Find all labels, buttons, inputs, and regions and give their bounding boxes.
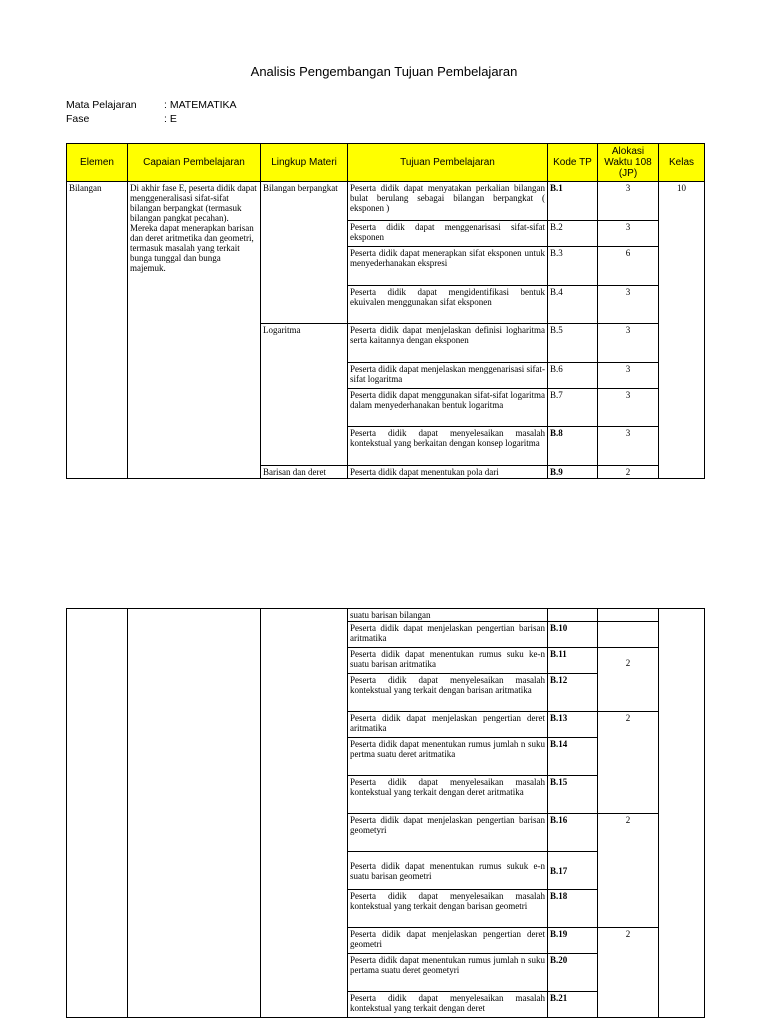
header-kode: Kode TP [548,144,598,182]
header-tujuan: Tujuan Pembelajaran [348,144,548,182]
meta-phase-value: : E [164,113,177,125]
jp-value: 3 [598,324,659,363]
kode-tp: B.18 [548,890,598,928]
kode-tp: B.7 [548,389,598,427]
kode-tp: B.3 [548,247,598,286]
kode-tp [548,609,598,622]
kelas-cell: 10 [659,182,705,479]
tp-text: Peserta didik dapat menggunakan sifat-sifat logaritma dalam menyederhanakan bentuk logaritma [348,389,548,427]
header-capaian: Capaian Pembelajaran [128,144,261,182]
kode-tp: B.9 [548,466,598,479]
kelas-cell-continued [659,609,705,1018]
jp-value: 2 [598,928,659,1018]
kode-tp: B.2 [548,221,598,247]
kode-tp: B.15 [548,776,598,814]
kode-tp: B.8 [548,427,598,466]
tp-text: Peserta didik dapat menyelesaikan masalah kontekstual yang terkait dengan deret aritmatika [348,776,548,814]
document-title: Analisis Pengembangan Tujuan Pembelajaran [250,64,518,79]
kode-tp: B.17 [548,852,598,890]
kode-tp: B.14 [548,738,598,776]
kode-tp: B.4 [548,286,598,324]
jp-value: 2 [598,814,659,928]
jp-value: 3 [598,363,659,389]
jp-value: 3 [598,389,659,427]
tp-text: Peserta didik dapat menentukan rumus jumlah n suku pertma suatu deret aritmatika [348,738,548,776]
tp-text: Peserta didik dapat menyelesaikan masalah kontekstual yang terkait dengan barisan aritmatika [348,674,548,712]
tp-text: Peserta didik dapat menentukan rumus suku ke-n suatu barisan aritmatika [348,648,548,674]
kode-tp: B.20 [548,954,598,992]
jp-value: 2 [598,648,659,712]
tp-text: Peserta didik dapat menjelaskan pengertian barisan geometyri [348,814,548,852]
kode-tp: B.10 [548,622,598,648]
tp-text: Peserta didik dapat menentukan pola dari [348,466,548,479]
tp-text: Peserta didik dapat menjelaskan pengertian deret aritmatika [348,712,548,738]
tp-text: Peserta didik dapat menyelesaikan masalah kontekstual yang berkaitan dengan konsep logaritma [348,427,548,466]
tp-text: Peserta didik dapat menerapkan sifat eksponen untuk menyederhanakan ekspresi [348,247,548,286]
jp-value: 3 [598,427,659,466]
header-elemen: Elemen [67,144,128,182]
lingkup-cell: Bilangan berpangkat [261,182,348,324]
tp-text: Peserta didik dapat menggenarisasi sifat-sifat eksponen [348,221,548,247]
jp-value: 3 [598,221,659,247]
jp-value: 2 [598,712,659,814]
lingkup-cell: Logaritma [261,324,348,466]
jp-value: 3 [598,286,659,324]
meta-subject-label: Mata Pelajaran [66,99,137,111]
tp-text: Peserta didik dapat menjelaskan menggenarisasi sifat-sifat logaritma [348,363,548,389]
lingkup-cell: Barisan dan deret [261,466,348,479]
meta-phase [66,113,177,125]
meta-subject-value: : MATEMATIKA [164,99,237,111]
kode-tp: B.1 [548,182,598,221]
tp-text: Peserta didik dapat menentukan rumus jumlah n suku pertama suatu deret geometyri [348,954,548,992]
tp-text: Peserta didik dapat menyatakan perkalian bilangan bulat berulang sebagai bilangan berpangkat ( eksponen ) [348,182,548,221]
kode-tp: B.13 [548,712,598,738]
tp-text: Peserta didik dapat menyelesaikan masalah kontekstual yang terkait dengan deret [348,992,548,1018]
kode-tp: B.11 [548,648,598,674]
meta-subject [66,99,237,111]
tp-text: Peserta didik dapat menyelesaikan masalah kontekstual yang terkait dengan barisan geometri [348,890,548,928]
tp-text: Peserta didik dapat menjelaskan definisi logharitma serta kaitannya dengan eksponen [348,324,548,363]
meta-phase-label: Fase [66,113,90,125]
tp-text: suatu barisan bilangan [348,609,548,622]
header-kelas: Kelas [659,144,705,182]
jp-value: 6 [598,247,659,286]
tp-text: Peserta didik dapat menentukan rumus sukuk e-n suatu barisan geometri [348,852,548,890]
lingkup-cell-continued [261,609,348,1018]
tp-text: Peserta didik dapat mengidentifikasi bentuk ekuivalen menggunakan sifat eksponen [348,286,548,324]
tp-table-page1 [66,143,705,479]
jp-value [598,622,659,648]
tp-text: Peserta didik dapat menjelaskan pengertian deret geometri [348,928,548,954]
capaian-cell-continued [128,609,261,1018]
jp-value: 2 [598,466,659,479]
kode-tp: B.6 [548,363,598,389]
jp-value: 3 [598,182,659,221]
capaian-cell: Di akhir fase E, peserta didik dapat menggeneralisasi sifat-sifat bilangan berpangkat (termasuk bilangan pangkat pecahan). Mereka dapat menerapkan barisan dan deret aritmetika dan geometri, termasuk masalah yang terkait bunga tunggal dan bunga majemuk. [128,182,261,479]
elemen-cell: Bilangan [67,182,128,479]
header-alokasi: Alokasi Waktu 108 (JP) [598,144,659,182]
header-lingkup: Lingkup Materi [261,144,348,182]
tp-table-page2 [66,608,705,1018]
kode-tp: B.21 [548,992,598,1018]
kode-tp: B.12 [548,674,598,712]
kode-tp: B.5 [548,324,598,363]
kode-tp: B.16 [548,814,598,852]
elemen-cell-continued [67,609,128,1018]
kode-tp: B.19 [548,928,598,954]
jp-value [598,609,659,622]
tp-text: Peserta didik dapat menjelaskan pengertian barisan aritmatika [348,622,548,648]
